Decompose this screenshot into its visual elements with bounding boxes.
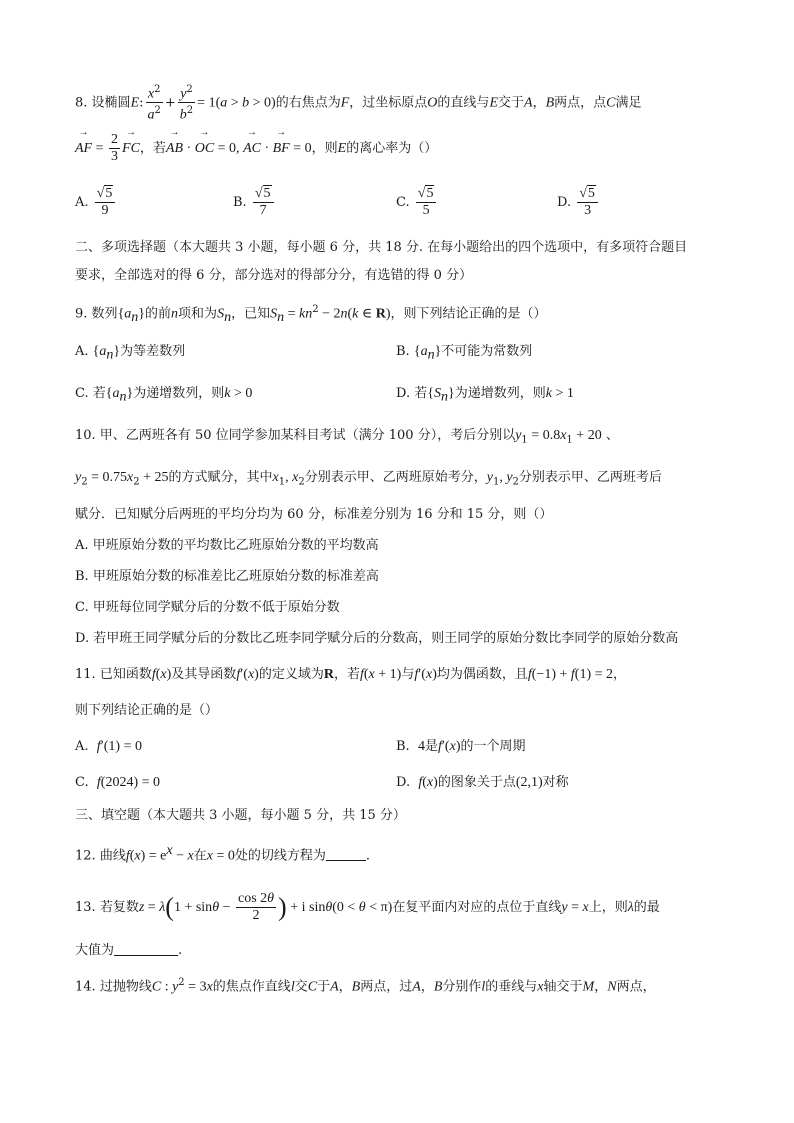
section3-heading: 三、填空题（本大题共 3 小题，每小题 5 分，共 15 分） — [75, 808, 406, 823]
q12-stem: 12. 曲线$f(x) = e^x - x$在x = 0处的切线方程为 . — [75, 843, 371, 864]
q9-stem: 9. 数列$\{a_n\}$的前n项和为$S_n$，已知$S_n = kn^2 - 2n(k$ ∈ R)，则下列结论正确的是（） — [75, 304, 547, 325]
q11-stem-line1: 11. 已知函数f(x)及其导函数f′(x)的定义域为R，若f(x + 1)与f′(x)均为偶函数，且f(−1) + f(1) = 2， — [75, 667, 627, 682]
q9-option-d: D. 若$\{S_n\}$为递增数列，则k > 1 — [396, 386, 574, 405]
q8-option-a: A. $\frac{√5}{9}$ — [75, 186, 117, 219]
q10-option-a: A. 甲班原始分数的平均数比乙班原始分数的平均数高 — [75, 538, 379, 553]
fraction: $\frac{y^2}{b^2}$ — [179, 84, 194, 123]
q10-option-c: C. 甲班每位同学赋分后的分数不低于原始分数 — [75, 600, 340, 615]
q10-option-d: D. 若甲班王同学赋分后的分数比乙班李同学赋分后的分数高，则王同学的原始分数比李同学的原始分数高 — [75, 631, 679, 646]
vector-fc: → FC — [122, 139, 140, 159]
vector-af: → AF — [75, 139, 92, 159]
q14-stem: 14. 过抛物线C : $y^2 = 3x$的焦点作直线l交C于A，B两点，过A，B分别作l的垂线与x轴交于M，N两点， — [75, 977, 656, 995]
section2-heading-line2: 要求，全部选对的得 6 分，部分选对的得部分分，有选错的得 0 分） — [75, 268, 473, 283]
answer-blank — [326, 860, 366, 861]
q8-line2: → AF = $\frac{2}{3}$ → FC，若→ AB · → OC = 0, → AC · → BF = 0，则E的离心率为（） — [75, 132, 437, 165]
q10-option-b: B. 甲班原始分数的标准差比乙班原始分数的标准差高 — [75, 569, 379, 584]
q10-stem-line1: 10. 甲、乙两班各有 50 位同学参加某科目考试（满分 100 分），考后分别以$y_1 = 0.8x_1 + 20$ 、 — [75, 428, 619, 446]
section2-heading-line1: 二、多项选择题（本大题共 3 小题，每小题 6 分，共 18 分. 在每小题给出的四个选项中，有多项符合题目 — [75, 240, 688, 255]
q13-stem-line1: 13. 若复数z = λ(1 + sinθ − $\frac{\cos 2\theta}{2}$ ) + i sinθ(0 < θ < π)在复平面内对应的点位于直线y = x上，则λ的最 — [75, 891, 660, 923]
vector-oc: → OC — [195, 139, 214, 159]
q13-stem-line2: 大值为 . — [75, 943, 183, 958]
q11-option-a: A. f′(1) = 0 — [75, 739, 142, 754]
q8-number: 8. — [75, 95, 88, 111]
answer-blank — [114, 955, 178, 956]
q9-option-a: A. $\{a_n\}$为等差数列 — [75, 344, 186, 363]
q11-stem-line2: 则下列结论正确的是（） — [75, 703, 219, 718]
q8-option-b: B. $\frac{√5}{7}$ — [233, 186, 276, 219]
q11-option-c: C. f(2024) = 0 — [75, 775, 161, 790]
q10-stem-line3: 赋分．已知赋分后两班的平均分均为 60 分，标准差分别为 16 分和 15 分，则（） — [75, 507, 553, 522]
q8-option-d: D. $\frac{√5}{3}$ — [557, 186, 600, 219]
q11-option-b: B. 4是f′(x)的一个周期 — [396, 739, 526, 754]
q9-option-b: B. $\{a_n\}$不可能为常数列 — [396, 344, 533, 363]
vector-ac: → AC — [243, 139, 261, 159]
q11-option-d: D. f(x)的图象关于点(2,1)对称 — [396, 775, 569, 790]
vector-ab: → AB — [166, 139, 183, 159]
vector-bf: → BF — [273, 139, 290, 159]
q8-option-c: C. $\frac{√5}{5}$ — [396, 186, 438, 219]
fraction: $\frac{x^2}{a^2}$ — [147, 84, 161, 123]
q9-option-c: C. 若$\{a_n\}$为递增数列，则k > 0 — [75, 386, 253, 405]
q10-stem-line2: $y_2 = 0.75x_2 + 25$的方式赋分，其中$x_1$, $x_2$分别表示甲、乙两班原始考分，$y_1$, $y_2$分别表示甲、乙两班考后 — [75, 470, 662, 488]
q8-line1: 8. 设椭圆E: $\frac{x^2}{a^2}$ + $\frac{y^2}{b^2}$ = 1(a > b > 0)的右焦点为F，过坐标原点O的直线与E交于A，B两点，点C满足 — [75, 84, 642, 123]
fraction: $\frac{2}{3}$ — [111, 132, 119, 164]
